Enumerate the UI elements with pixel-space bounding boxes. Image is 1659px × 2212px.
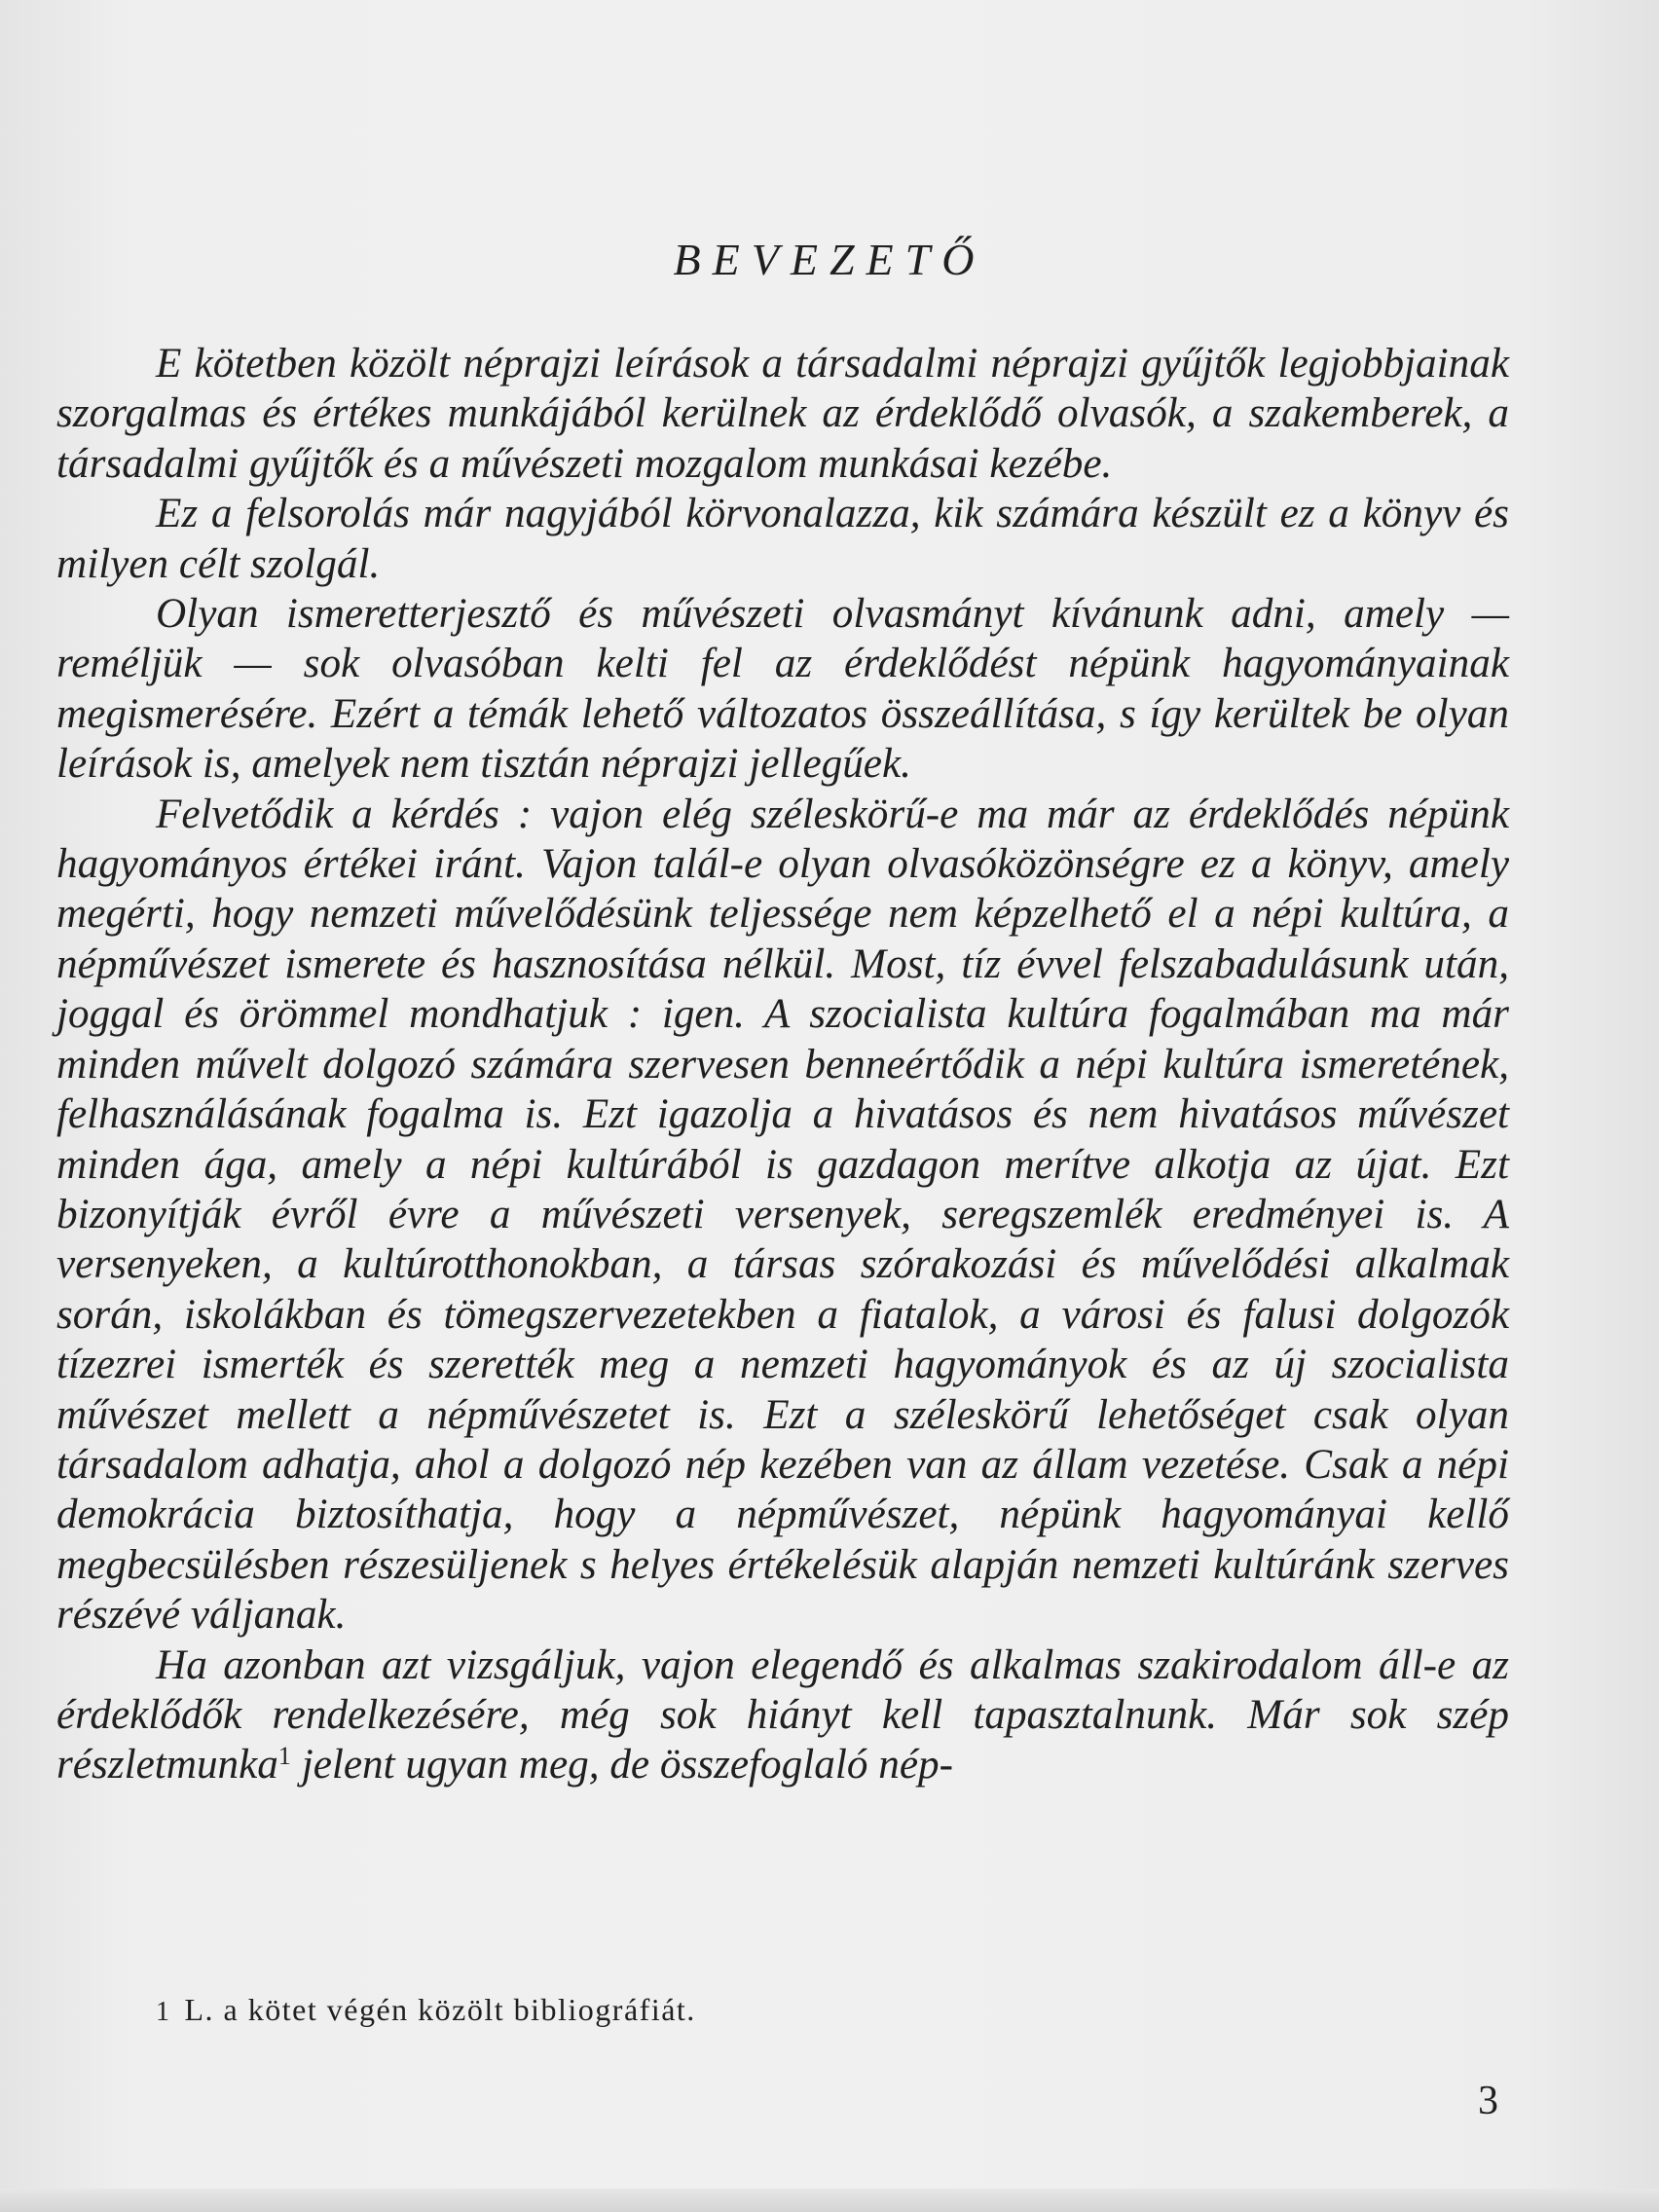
footnote-mark: 1 — [156, 1997, 171, 2027]
footnote-reference: 1 — [277, 1742, 291, 1771]
paragraph-5-continuation: jelent ugyan meg, de összefoglaló nép- — [290, 1742, 953, 1788]
body-text — [56, 339, 1509, 1790]
paragraph-5 — [56, 1641, 1509, 1790]
paragraph-3: Olyan ismeretterjesztő és művészeti olvasmányt kívánunk adni, amely — reméljük — sok olvasóban kelti fel az érdeklődést népünk hagyományainak megismerésére. Ezért a témák lehető változatos összeállítása, s így kerültek be olyan leírások is, amelyek nem tisztán néprajzi jellegűek. — [56, 591, 1509, 788]
paragraph-5-text: Ha azonban azt vizsgáljuk, vajon elegendő és alkalmas szakirodalom áll-e az érdeklődők rendelkezésére, még sok hiányt kell tapasztalnunk. Már sok szép részletmunka — [56, 1641, 1509, 1788]
paragraph-2: Ez a felsorolás már nagyjából körvonalazza, kik számára készült ez a könyv és milyen célt szolgál. — [56, 491, 1509, 587]
paragraph-4: Felvetődik a kérdés : vajon elég széleskörű-e ma már az érdeklődés népünk hagyományos értékei iránt. Vajon talál-e olyan olvasóközönségre ez a könyv, amely megérti, hogy nemzeti művelődésünk teljessége nem képzelhető el a népi kultúra, a népművészet ismerete és hasznosítása nélkül. Most, tíz évvel felszabadulásunk után, joggal és örömmel mondhatjuk : igen. A szocialista kultúra fogalmában ma már minden művelt dolgozó számára szervesen benneértődik a népi kultúra ismeretének, felhasználásának fogalma is. Ezt igazolja a hivatásos és nem hivatásos művészet minden ága, amely a népi kultúrából is gazdagon merítve alkotja az újat. Ezt bizonyítják évről évre a művészeti versenyek, seregszemlék eredményei is. A versenyeken, a kultúrotthonokban, a társas szórakozási és művelődési alkalmak során, iskolákban és tömegszervezetekben a fiatalok, a városi és falusi dolgozók tízezrei ismerték és szerették meg a nemzeti hagyományok és az új szocialista művészet mellett a népművészetet is. Ezt a széleskörű lehetőséget csak olyan társadalom adhatja, ahol a dolgozó nép kezében van az állam vezetése. Csak a népi demokrácia biztosíthatja, hogy a népművészet, népünk hagyományai kellő megbecsülésben részesüljenek s helyes értékelésük alapján nemzeti kultúránk szerves részévé váljanak. — [56, 791, 1509, 1639]
chapter-title: BEVEZETŐ — [673, 235, 986, 284]
page-number: 3 — [1478, 2079, 1498, 2123]
paragraph-1: E kötetben közölt néprajzi leírások a társadalmi néprajzi gyűjtők legjobbjainak szorgalmas és értékes munkájából kerülnek az érdeklődő olvasók, a szakemberek, a társadalmi gyűjtők és a művészeti mozgalom munkásai kezébe. — [56, 341, 1509, 487]
footnote — [156, 1992, 696, 2028]
page-bottom-edge — [0, 2189, 1659, 2212]
footnote-text: L. a kötet végén közölt bibliográfiát. — [184, 1992, 696, 2027]
